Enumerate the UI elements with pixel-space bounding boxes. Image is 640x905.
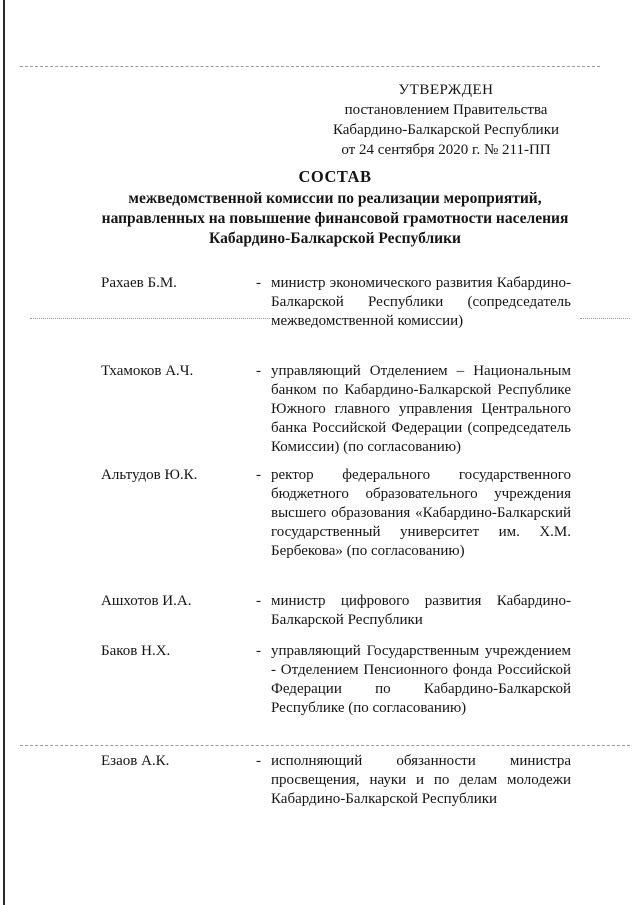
scan-artifact-mid [30,318,270,320]
member-dash: - [256,643,261,659]
member-role: управляющий Отделением – Национальным банком по Кабардино-Балкарской Республике Южного главного управления Центрального банка Российской Федерации (сопредседатель Комиссии) (по согласованию) [271,363,571,455]
member-dash: - [256,467,261,483]
member-name: Тхамоков А.Ч. [101,363,194,379]
title-main: СОСТАВ [298,167,372,186]
member-dash: - [256,753,261,769]
scan-artifact-top [20,66,600,68]
member-dash: - [256,363,261,379]
title-line: направленных на повышение финансовой грамотности населения [101,210,569,227]
member-name: Рахаев Б.М. [101,275,177,291]
approval-line: от 24 сентября 2020 г. № 211-ПП [341,142,551,158]
member-role: министр экономического развития Кабардино-Балкарской Республики (сопредседатель межведомственной комиссии) [271,275,571,329]
member-name: Альтудов Ю.К. [101,467,198,483]
member-dash: - [256,593,261,609]
approval-stamp [330,80,562,160]
member-name: Ашхотов И.А. [101,593,192,609]
scan-border-left [3,0,5,905]
approval-line: постановлением Правительства [344,102,548,118]
member-role: ректор федерального государственного бюджетного образовательного учреждения высшего образования «Кабардино-Балкарский государственный университет им. Х.М. Бербекова» (по согласованию) [271,467,571,559]
approval-line: Кабардино-Балкарской Республики [332,122,560,138]
member-name: Езаов А.К. [101,753,170,769]
document-title [90,167,580,249]
scan-artifact-low [20,745,630,747]
member-name: Баков Н.Х. [101,643,171,659]
member-role: исполняющий обязанности министра просвещения, науки и по делам молодежи Кабардино-Балкарской Республики [271,753,571,807]
approval-heading: УТВЕРЖДЕН [398,82,494,98]
member-dash: - [256,275,261,291]
member-role: управляющий Государственным учреждением - Отделением Пенсионного фонда Российской Федерации по Кабардино-Балкарской Республике (по согласованию) [271,643,571,716]
title-line: межведомственной комиссии по реализации мероприятий, [128,190,542,207]
member-role: министр цифрового развития Кабардино-Балкарской Республики [271,593,571,628]
title-line: Кабардино-Балкарской Республики [209,230,461,247]
scan-artifact-mid-right [580,318,630,320]
